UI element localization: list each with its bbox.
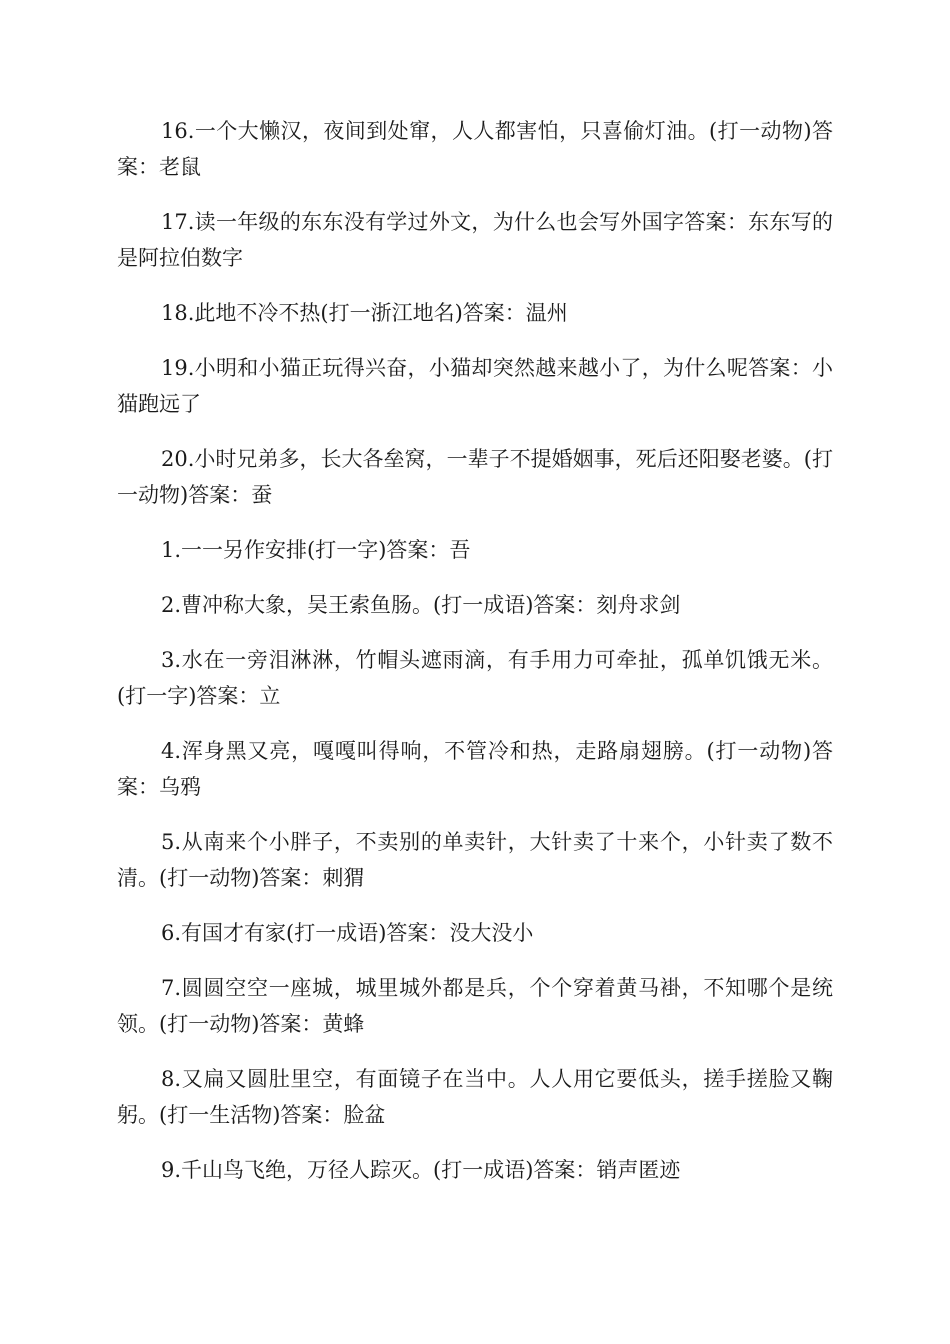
riddle-19: 19.小明和小猫正玩得兴奋，小猫却突然越来越小了，为什么呢答案：小猫跑远了 [117, 356, 833, 416]
riddle-3: 3.水在一旁泪淋淋，竹帽头遮雨滴，有手用力可牵扯，孤单饥饿无米。(打一字)答案：立 [117, 648, 833, 708]
riddle-4: 4.浑身黑又亮，嘎嘎叫得响，不管冷和热，走路扇翅膀。(打一动物)答案：乌鸦 [117, 739, 833, 799]
riddle-8: 8.又扁又圆肚里空，有面镜子在当中。人人用它要低头，搓手搓脸又鞠躬。(打一生活物)答案：脸盆 [117, 1067, 833, 1127]
riddle-2: 2.曹冲称大象，吴王索鱼肠。(打一成语)答案：刻舟求剑 [161, 593, 681, 617]
riddle-17: 17.读一年级的东东没有学过外文，为什么也会写外国字答案：东东写的是阿拉伯数字 [117, 210, 833, 270]
riddle-16: 16.一个大懒汉，夜间到处窜，人人都害怕，只喜偷灯油。(打一动物)答案：老鼠 [117, 119, 833, 179]
riddle-list [117, 113, 833, 1207]
riddle-9: 9.千山鸟飞绝，万径人踪灭。(打一成语)答案：销声匿迹 [161, 1158, 681, 1182]
riddle-18: 18.此地不冷不热(打一浙江地名)答案：温州 [161, 301, 568, 325]
riddle-6: 6.有国才有家(打一成语)答案：没大没小 [161, 921, 534, 945]
riddle-1: 1.一一另作安排(打一字)答案：吾 [161, 538, 471, 562]
riddle-7: 7.圆圆空空一座城，城里城外都是兵，个个穿着黄马褂，不知哪个是统领。(打一动物)答案：黄蜂 [117, 976, 833, 1036]
riddle-20: 20.小时兄弟多，长大各垒窝，一辈子不提婚姻事，死后还阳娶老婆。(打一动物)答案：蚕 [117, 447, 833, 507]
riddle-5: 5.从南来个小胖子，不卖别的单卖针，大针卖了十来个，小针卖了数不清。(打一动物)答案：刺猬 [117, 830, 833, 890]
